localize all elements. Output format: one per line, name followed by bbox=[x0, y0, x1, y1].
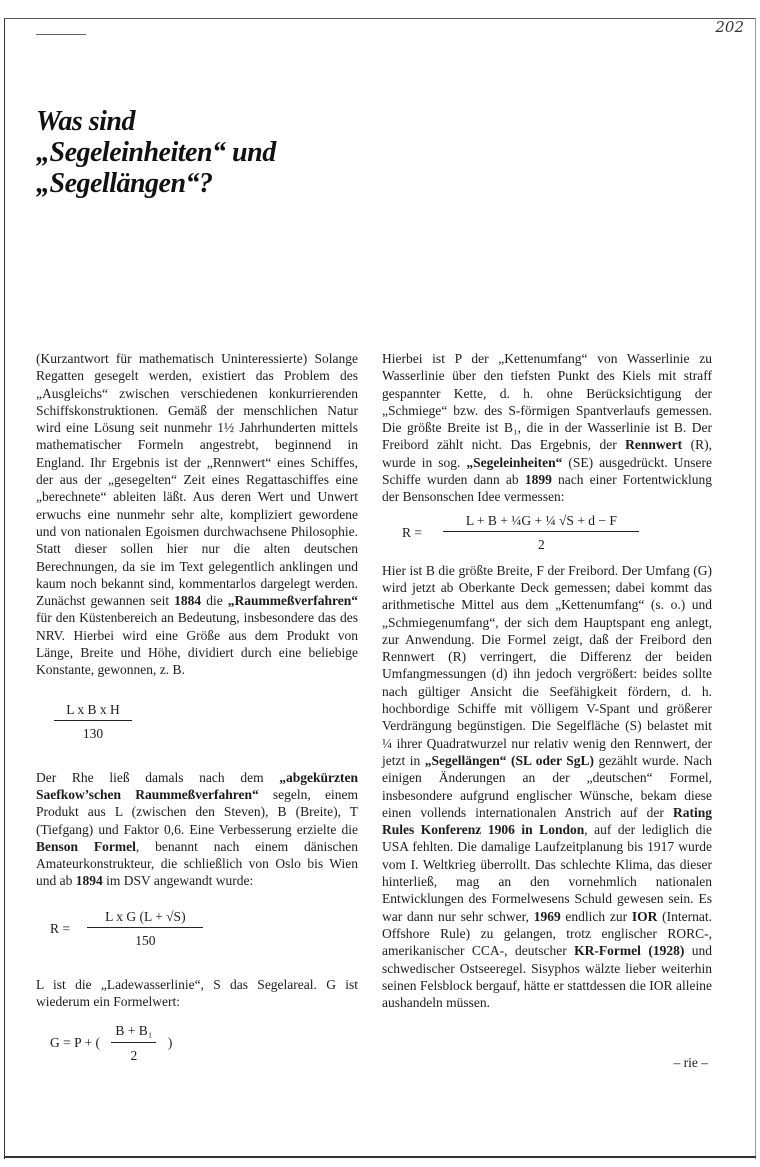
author-signature: – rie – bbox=[673, 1055, 708, 1070]
fraction bbox=[111, 1022, 156, 1064]
numerator: L x B x H bbox=[54, 701, 132, 721]
right-paragraph-1: Hierbei ist P der „Kettenumfang“ von Wasserlinie zu Wasserlinie über den tiefsten Punkt des Kiels mit straff gespannter Kette, d. h. ohne Berücksichtigung der „Schmiege“ bzw. des S-förmigen Spantverlaufs gemessen. Die größte Breite ist B₁, die in der Wasserlinie ist B. Der Freibord zählt nicht. Das Ergebnis, der Rennwert (R), wurde in sog. „Segeleinheiten“ (SE) ausgedrückt. Unsere Schiffe wurden dann ab 1899 nach einer Fortentwicklung der Bensonschen Idee vermessen: bbox=[382, 351, 712, 505]
denominator: 130 bbox=[82, 725, 104, 741]
formula-close: ) bbox=[167, 1035, 173, 1051]
right-paragraph-2: Hier ist B die größte Breite, F der Freibord. Der Umfang (G) wird jetzt ab Oberkante Deck gemessen; dabei kommt das arithmetische Mittel aus dem „Kettenumfang“ (s. o.) und „Schmiegenumfang“, der sich dem Hauptspant eng anlegt, zur Anwendung. Die Formel zeigt, daß der Freibord den Rennwert (R) verringert, die Differenz der beiden Umfangmessungen (d) ihn jedoch vergrößert: beides sollte nach gültiger Ansicht die Seefähigkeit fördern, d. h. hochbordige Schiffe mit völligem V-Spant und größerer Verdrängung begünstigen. Die Segelfläche (S) belastet mit ¼ ihrer Quadratwurzel nur relativ wenig den Rennwert, der jetzt in „Segellängen“ (SL oder SgL) gezählt wurde. Nach einigen Änderungen an der „deutschen“ Formel, insbesondere aufgrund englischer Wünsche, bekam diese einen vollends internationalen Anstrich auf der Rating Rules Konferenz 1906 in London, auf der lediglich die USA fehlten. Die damalige Laufzeitplanung bis 1917 wurde vom I. Weltkrieg überrollt. Das schlechte Klima, das dieser hinterließ, mag an den vornehmlich nationalen Entwicklungen des Formelwesens Schuld gewesen sein. Es war dann nur sehr schwer, 1969 endlich zur IOR (Internat. Offshore Rule) zu gelangen, trotz englischer RORC-, amerikanischer CCA-, deutscher KR-Formel (1928) und schwedischer Ostseeregel. Sisyphos wälzte lieber weiterhin seinen Felsblock bergauf, hätte er stattdessen die IOR alleine aushandeln müssen. bbox=[382, 562, 713, 1011]
formula-raummess bbox=[54, 701, 358, 755]
article-title bbox=[36, 106, 276, 199]
formula-lhs: R = bbox=[402, 524, 422, 540]
title-line-2: „Segeleinheiten“ und bbox=[36, 137, 276, 168]
numerator: B + B₁ bbox=[111, 1022, 156, 1042]
numerator: L + B + ¼G + ¼ √S + d − F bbox=[443, 512, 639, 532]
bottom-rule bbox=[4, 1156, 756, 1158]
title-line-1: Was sind bbox=[36, 106, 135, 137]
title-line-3: „Segellängen“? bbox=[36, 168, 213, 199]
left-paragraph-1: (Kurzantwort für mathematisch Uninteressierte) Solange Regatten gesegelt werden, existiert das Problem des „Ausgleichs“ zwischen verschiedenen konkurrierenden Schiffskonstruktionen. Gemäß der menschlichen Natur wird eine Lösung seit nunmehr 1½ Jahrhunderten mittels mathematischer Formeln angestrebt, beginnend in England. Ihr Ergebnis ist der „Rennwert“ eines Schiffes, der aus der „gesegelten“ Zeit eines Regattaschiffes eine „berechnete“ ableiten läßt. Aus deren Wert und Unwert erwuchs eine nunmehr sehr alte, kompliziert gewordene und von nationalen Egoismen durchwachsene Philosophie. Statt dieser sollen hier nur die alten deutschen Berechnungen, da sie im Text gelegentlich anklingen und kaum noch bekannt sind, kommentarlos dargelegt werden. Zunächst gewannen seit 1884 die „Raummeßverfahren“ für den Küstenbereich an Bedeutung, insbesondere das des NRV. Hierbei wird eine Größe aus dem Produkt von Länge, Breite und Höhe, dividiert durch eine beliebige Konstante, gewonnen, z. B. bbox=[36, 351, 358, 678]
fraction bbox=[87, 908, 203, 950]
formula-g bbox=[50, 1022, 358, 1074]
formula-lhs: G = P + ( bbox=[50, 1035, 100, 1051]
formula-benson bbox=[50, 908, 358, 960]
page-number: 202 bbox=[715, 18, 744, 36]
fraction bbox=[443, 512, 639, 554]
left-paragraph-3: L ist die „Ladewasserlinie“, S das Segelareal. G ist wiederum ein Formelwert: bbox=[36, 976, 358, 1010]
denominator: 2 bbox=[538, 536, 545, 552]
numerator: L x G (L + √S) bbox=[87, 908, 203, 928]
denominator: 150 bbox=[135, 933, 156, 949]
right-column bbox=[382, 350, 712, 1011]
left-paragraph-2: Der Rhe ließ damals nach dem „abgekürzten Saefkow’schen Raummeßverfahren“ segeln, einem Produkt aus L (zwischen den Steven), B (Breite), T (Tiefgang) und Faktor 0,6. Eine Verbesserung erzielte die Benson Formel, benannt nach einem dänischen Amateurkonstrukteur, die schließlich von Oslo bis Wien und ab 1894 im DSV angewandt wurde: bbox=[36, 769, 358, 889]
formula-lhs: R = bbox=[50, 920, 70, 936]
left-column bbox=[36, 350, 358, 1074]
fraction bbox=[54, 701, 132, 743]
denominator: 2 bbox=[130, 1047, 138, 1063]
formula-1899 bbox=[402, 512, 712, 558]
top-mark bbox=[36, 34, 86, 35]
